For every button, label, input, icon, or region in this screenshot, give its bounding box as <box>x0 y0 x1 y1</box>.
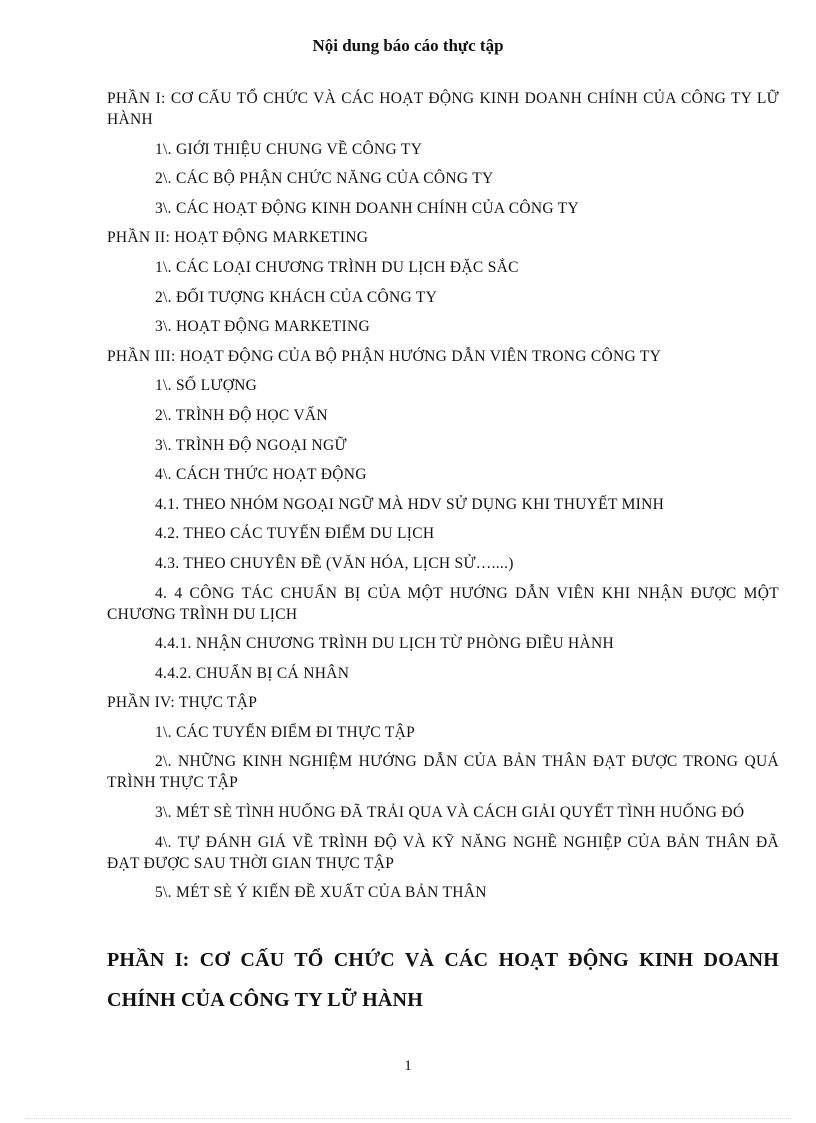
toc-item: 1\. CÁC TUYẾN ĐIỂM ĐI THỰC TẬP <box>155 723 415 741</box>
toc-item-part-1: PHẦN I: CƠ CẤU TỔ CHỨC VÀ CÁC HOẠT ĐỘNG KINH DOANH CHÍNH CỦA CÔNG TY LỮ HÀNH <box>107 90 779 128</box>
toc-item-part-4: PHẦN IV: THỰC TẬP <box>107 694 258 712</box>
toc-item: 3\. MÉT SÈ TÌNH HUỐNG ĐÃ TRẢI QUA VÀ CÁCH GIẢI QUYẾT TÌNH HUỐNG ĐÓ <box>155 804 745 822</box>
toc-item: 1\. GIỚI THIỆU CHUNG VỀ CÔNG TY <box>155 140 423 158</box>
toc-item: 4.2. THEO CÁC TUYẾN ĐIỂM DU LỊCH <box>155 525 435 543</box>
toc-item: 4.4.2. CHUẨN BỊ CÁ NHÂN <box>155 664 350 682</box>
toc-item: 2\. ĐỐI TƯỢNG KHÁCH CỦA CÔNG TY <box>155 288 438 306</box>
section-heading: PHẦN I: CƠ CẤU TỔ CHỨC VÀ CÁC HOẠT ĐỘNG KINH DOANH CHÍNH CỦA CÔNG TY LỮ HÀNH <box>107 949 779 1011</box>
page-bottom-divider <box>25 1118 791 1119</box>
toc-item-part-2: PHẦN II: HOẠT ĐỘNG MARKETING <box>107 229 369 247</box>
toc-item: 3\. HOẠT ĐỘNG MARKETING <box>155 318 370 336</box>
toc-item: 4. 4 CÔNG TÁC CHUẨN BỊ CỦA MỘT HƯỚNG DẪN VIÊN KHI NHẬN ĐƯỢC MỘT CHƯƠNG TRÌNH DU LỊCH <box>107 584 779 623</box>
table-of-contents <box>107 88 779 912</box>
page-number: 1 <box>404 1058 412 1074</box>
toc-item: 3\. TRÌNH ĐỘ NGOẠI NGỮ <box>155 436 347 454</box>
toc-item: 4.3. THEO CHUYÊN ĐỀ (VĂN HÓA, LỊCH SỬ…....) <box>155 554 514 572</box>
toc-item-part-3: PHẦN III: HOẠT ĐỘNG CỦA BỘ PHẬN HƯỚNG DẪN VIÊN TRONG CÔNG TY <box>107 347 662 365</box>
toc-item: 4\. TỰ ĐÁNH GIÁ VỀ TRÌNH ĐỘ VÀ KỸ NĂNG NGHỀ NGHIỆP CỦA BẢN THÂN ĐÃ ĐẠT ĐƯỢC SAU THỜI GIAN THỰC TẬP <box>107 833 779 872</box>
toc-item: 1\. SỐ LƯỢNG <box>155 377 258 395</box>
toc-item: 2\. NHỮNG KINH NGHIỆM HƯỚNG DẪN CỦA BẢN THÂN ĐẠT ĐƯỢC TRONG QUÁ TRÌNH THỰC TẬP <box>107 753 779 792</box>
toc-item: 2\. TRÌNH ĐỘ HỌC VẤN <box>155 406 328 424</box>
page-title: Nội dung báo cáo thực tập <box>312 36 504 55</box>
toc-item: 5\. MÉT SÈ Ý KIẾN ĐỀ XUẤT CỦA BẢN THÂN <box>155 884 487 902</box>
toc-item: 3\. CÁC HOẠT ĐỘNG KINH DOANH CHÍNH CỦA CÔNG TY <box>155 199 579 217</box>
toc-item: 4\. CÁCH THỨC HOẠT ĐỘNG <box>155 466 367 484</box>
toc-item: 4.1. THEO NHÓM NGOẠI NGỮ MÀ HDV SỬ DỤNG KHI THUYẾT MINH <box>155 495 665 513</box>
toc-item: 2\. CÁC BỘ PHẬN CHỨC NĂNG CỦA CÔNG TY <box>155 170 494 188</box>
toc-item: 1\. CÁC LOẠI CHƯƠNG TRÌNH DU LỊCH ĐẶC SẮC <box>155 258 519 276</box>
toc-item: 4.4.1. NHẬN CHƯƠNG TRÌNH DU LỊCH TỪ PHÒNG ĐIỀU HÀNH <box>155 635 614 653</box>
